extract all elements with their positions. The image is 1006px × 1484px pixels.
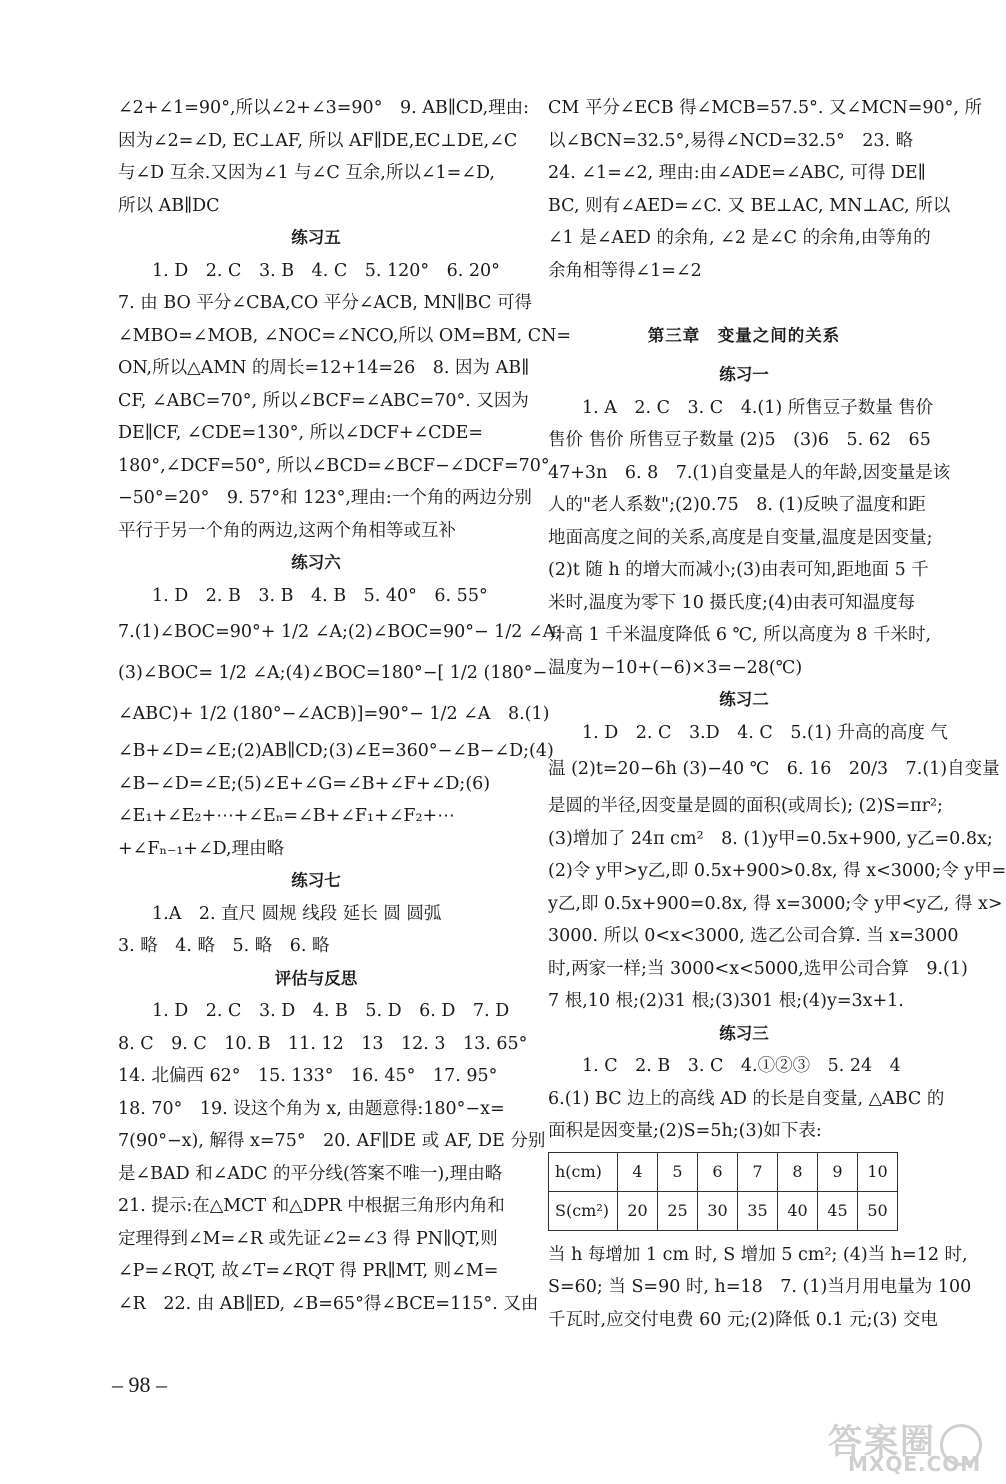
section-heading: 练习一 bbox=[719, 365, 769, 384]
text-line: 7.(1)∠BOC=90°+ 1/2 ∠A;(2)∠BOC=90°− 1/2 ∠A; bbox=[118, 622, 562, 642]
text-line: 以∠BCN=32.5°,易得∠NCD=32.5° 23. 略 bbox=[548, 130, 914, 151]
text-line: 1.A 2. 直尺 圆规 线段 延长 圆 圆弧 bbox=[152, 903, 442, 924]
table-cell: 40 bbox=[778, 1191, 818, 1230]
text-line: 面积是因变量;(2)S=5h;(3)如下表: bbox=[548, 1121, 822, 1141]
text-line: 是∠BAD 和∠ADC 的平分线(答案不唯一),理由略 bbox=[118, 1163, 503, 1184]
text-line: (2)令 y甲>y乙,即 0.5x+900>0.8x, 得 x<3000;令 y甲= bbox=[548, 861, 1006, 881]
section-heading: 练习二 bbox=[719, 690, 769, 709]
text-line: ∠ABC)+ 1/2 (180°−∠ACB)]=90°− 1/2 ∠A 8.(1) bbox=[118, 704, 550, 724]
right-column-tail bbox=[548, 1239, 972, 1337]
text-line: 所以 AB∥DC bbox=[118, 195, 220, 216]
text-line: S=60; 当 S=90 时, h=18 7. (1)当月用电量为 100 bbox=[548, 1277, 972, 1297]
area-table bbox=[548, 1152, 898, 1231]
table-cell: 50 bbox=[858, 1191, 898, 1230]
text-line: 定理得到∠M=∠R 或先证∠2=∠3 得 PN∥QT,则 bbox=[118, 1228, 498, 1249]
section-heading: 练习五 bbox=[291, 228, 341, 247]
text-line: (3)增加了 24π cm² 8. (1)y甲=0.5x+900, y乙=0.8x; bbox=[548, 828, 993, 849]
text-line: −50°=20° 9. 57°和 123°,理由:一个角的两边分别 bbox=[118, 488, 532, 508]
text-line: 时,两家一样;当 3000<x<5000,选甲公司合算 9.(1) bbox=[548, 958, 968, 979]
text-line: ∠B+∠D=∠E;(2)AB∥CD;(3)∠E=360°−∠B−∠D;(4) bbox=[118, 741, 554, 761]
text-line: 平行于另一个角的两边,这两个角相等或互补 bbox=[118, 520, 457, 541]
text-line: ∠1 是∠AED 的余角, ∠2 是∠C 的余角,由等角的 bbox=[548, 228, 931, 248]
table-row bbox=[549, 1152, 898, 1191]
text-line: 1. D 2. B 3. B 4. B 5. 40° 6. 55° bbox=[152, 585, 488, 606]
text-line: ∠E₁+∠E₂+⋯+∠Eₙ=∠B+∠F₁+∠F₂+⋯ bbox=[118, 806, 455, 826]
text-line: 温 (2)t=20−6h (3)−40 ℃ 6. 16 20/3 7.(1)自变量 bbox=[548, 759, 1000, 779]
text-line: ∠B−∠D=∠E;(5)∠E+∠G=∠B+∠F+∠D;(6) bbox=[118, 773, 491, 794]
table-cell: 5 bbox=[658, 1152, 698, 1191]
table-row-header: S(cm²) bbox=[549, 1191, 618, 1230]
table-cell: 20 bbox=[618, 1191, 658, 1230]
table-row bbox=[549, 1191, 898, 1230]
text-line: 14. 北偏西 62° 15. 133° 16. 45° 17. 95° bbox=[118, 1066, 498, 1086]
text-line: ∠2+∠1=90°,所以∠2+∠3=90° 9. AB∥CD,理由: bbox=[118, 98, 530, 118]
text-line: 7 根,10 根;(2)31 根;(3)301 根;(4)y=3x+1. bbox=[548, 991, 904, 1011]
text-line: 3. 略 4. 略 5. 略 6. 略 bbox=[118, 936, 330, 956]
text-line: 人的"老人系数";(2)0.75 8. (1)反映了温度和距 bbox=[548, 495, 926, 515]
page-number: – 98 – bbox=[112, 1372, 167, 1397]
watermark-url: MXQE.COM bbox=[848, 1452, 982, 1476]
right-column-body bbox=[548, 92, 1006, 1148]
table-cell: 8 bbox=[778, 1152, 818, 1191]
area-table-wrap bbox=[548, 1152, 940, 1231]
text-line: 米时,温度为零下 10 摄氏度;(4)由表可知温度每 bbox=[548, 592, 916, 613]
section-heading: 练习三 bbox=[719, 1023, 769, 1043]
text-line: 21. 提示:在△MCT 和△DPR 中根据三角形内角和 bbox=[118, 1196, 505, 1216]
text-line: 地面高度之间的关系,高度是自变量,温度是因变量; bbox=[548, 527, 933, 548]
text-line: 8. C 9. C 10. B 11. 12 13 12. 3 13. 65° bbox=[118, 1033, 528, 1054]
table-cell: 4 bbox=[618, 1152, 658, 1191]
text-line: 升高 1 千米温度降低 6 ℃, 所以高度为 8 千米时, bbox=[548, 625, 932, 645]
text-line: ∠R 22. 由 AB∥ED, ∠B=65°得∠BCE=115°. 又由 bbox=[118, 1293, 539, 1314]
left-column bbox=[118, 92, 572, 1320]
text-line: 1. C 2. B 3. C 4.①②③ 5. 24 4 bbox=[582, 1056, 901, 1076]
text-line: 1. D 2. C 3.D 4. C 5.(1) 升高的高度 气 bbox=[582, 722, 948, 743]
text-line: y乙,即 0.5x+900=0.8x, 得 x=3000;令 y甲<y乙, 得 x> bbox=[548, 893, 1003, 914]
text-line: 47+3n 6. 8 7.(1)自变量是人的年龄,因变量是该 bbox=[548, 462, 951, 483]
text-line: ∠MBO=∠MOB, ∠NOC=∠NCO,所以 OM=BM, CN= bbox=[118, 325, 572, 346]
table-cell: 10 bbox=[858, 1152, 898, 1191]
table-cell: 30 bbox=[698, 1191, 738, 1230]
text-line: 余角相等得∠1=∠2 bbox=[548, 260, 702, 281]
table-cell: 7 bbox=[738, 1152, 778, 1191]
text-line: 1. A 2. C 3. C 4.(1) 所售豆子数量 售价 bbox=[582, 397, 934, 418]
right-column bbox=[548, 92, 1006, 1336]
text-line: BC, 则有∠AED=∠C. 又 BE⊥AC, MN⊥AC, 所以 bbox=[548, 195, 951, 216]
text-line: 24. ∠1=∠2, 理由:由∠ADE=∠ABC, 可得 DE∥ bbox=[548, 163, 926, 183]
section-heading: 练习七 bbox=[291, 871, 341, 890]
text-line: 7(90°−x), 解得 x=75° 20. AF∥DE 或 AF, DE 分别 bbox=[118, 1131, 546, 1151]
text-line: 18. 70° 19. 设这个角为 x, 由题意得:180°−x= bbox=[118, 1098, 505, 1119]
table-cell: 25 bbox=[658, 1191, 698, 1230]
text-line: CM 平分∠ECB 得∠MCB=57.5°. 又∠MCN=90°, 所 bbox=[548, 98, 983, 118]
section-heading: 评估与反思 bbox=[274, 968, 358, 988]
table-cell: 6 bbox=[698, 1152, 738, 1191]
text-line: 1. D 2. C 3. D 4. B 5. D 6. D 7. D bbox=[152, 1001, 510, 1021]
table-row-header: h(cm) bbox=[549, 1152, 618, 1191]
text-line: (2)t 随 h 的增大而减小;(3)由表可知,距地面 5 千 bbox=[548, 560, 929, 580]
text-line: 7. 由 BO 平分∠CBA,CO 平分∠ACB, MN∥BC 可得 bbox=[118, 293, 532, 313]
text-line: 是圆的半径,因变量是圆的面积(或周长); (2)S=πr²; bbox=[548, 796, 943, 816]
text-line: ∠P=∠RQT, 故∠T=∠RQT 得 PR∥MT, 则∠M= bbox=[118, 1261, 499, 1281]
text-line: 3000. 所以 0<x<3000, 选乙公司合算. 当 x=3000 bbox=[548, 926, 959, 946]
table-cell: 35 bbox=[738, 1191, 778, 1230]
section-heading: 练习六 bbox=[291, 553, 341, 572]
text-line: CF, ∠ABC=70°, 所以∠BCF=∠ABC=70°. 又因为 bbox=[118, 390, 529, 411]
chapter-heading: 第三章 变量之间的关系 bbox=[647, 326, 841, 345]
text-line: (3)∠BOC= 1/2 ∠A;(4)∠BOC=180°−[ 1/2 (180°− bbox=[118, 663, 548, 683]
text-line: 180°,∠DCF=50°, 所以∠BCD=∠BCF−∠DCF=70° bbox=[118, 455, 550, 476]
table-cell: 45 bbox=[818, 1191, 858, 1230]
watermark-text: 答案圈 bbox=[828, 1422, 936, 1462]
text-line: 1. D 2. C 3. B 4. C 5. 120° 6. 20° bbox=[152, 260, 500, 281]
watermark-logo bbox=[828, 1418, 994, 1480]
text-line: 因为∠2=∠D, EC⊥AF, 所以 AF∥DE,EC⊥DE,∠C bbox=[118, 130, 518, 151]
text-line: 温度为−10+(−6)×3=−28(℃) bbox=[548, 657, 803, 678]
text-line: 当 h 每增加 1 cm 时, S 增加 5 cm²; (4)当 h=12 时, bbox=[548, 1244, 968, 1265]
text-line: 与∠D 互余.又因为∠1 与∠C 互余,所以∠1=∠D, bbox=[118, 163, 495, 183]
text-line: 6.(1) BC 边上的高线 AD 的长是自变量, △ABC 的 bbox=[548, 1088, 945, 1109]
text-line: 千瓦时,应交付电费 60 元;(2)降低 0.1 元;(3) 交电 bbox=[548, 1309, 938, 1330]
table-cell: 9 bbox=[818, 1152, 858, 1191]
text-line: 售价 售价 所售豆子数量 (2)5 (3)6 5. 62 65 bbox=[548, 430, 931, 450]
text-line: DE∥CF, ∠CDE=130°, 所以∠DCF+∠CDE= bbox=[118, 423, 484, 443]
text-line: +∠Fₙ₋₁+∠D,理由略 bbox=[118, 838, 285, 859]
text-line: ON,所以△AMN 的周长=12+14=26 8. 因为 AB∥ bbox=[118, 358, 530, 378]
